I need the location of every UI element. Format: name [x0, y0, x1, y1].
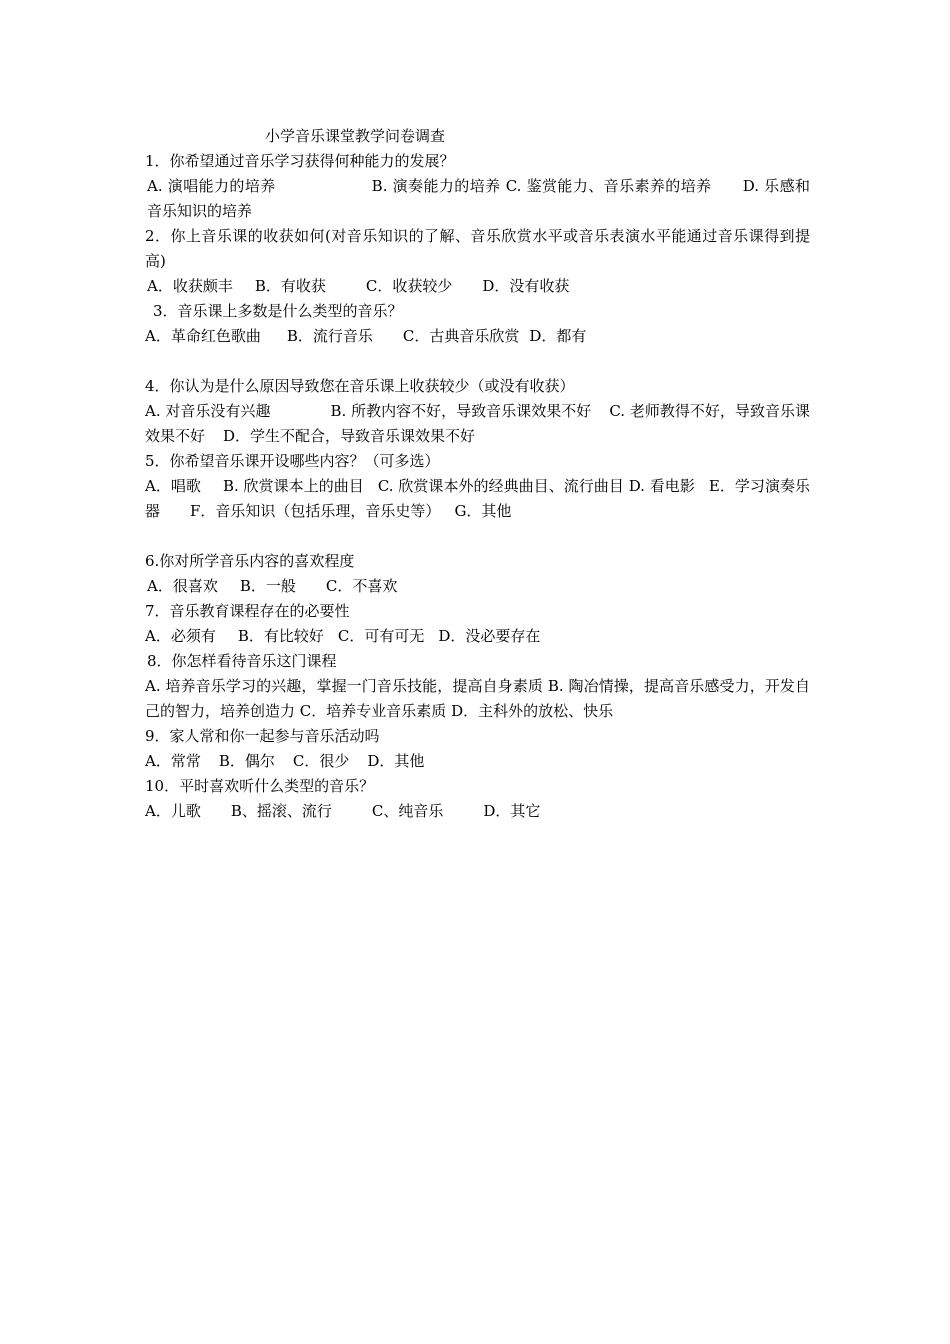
option-10b: B、摇滚、流行: [230, 802, 332, 820]
option-3a: A．革命红色歌曲: [145, 327, 261, 345]
options-7: [145, 624, 810, 649]
option-9d: D．其他: [367, 752, 425, 770]
question-10: 10．平时喜欢听什么类型的音乐？: [145, 777, 375, 795]
options-4: [145, 399, 810, 449]
option-2c: C．收获较少: [365, 277, 453, 295]
option-10d: D．其它: [483, 802, 541, 820]
option-2a: A．收获颇丰: [147, 277, 233, 295]
option-1a: A. 演唱能力的培养: [147, 177, 276, 195]
option-8a: A. 培养音乐学习的兴趣，掌握一门音乐技能，提高自身素质: [145, 677, 543, 695]
option-2b: B．有收获: [254, 277, 326, 295]
blank-line: [145, 524, 810, 549]
option-7b: B．有比较好: [237, 627, 324, 645]
option-3b: B．流行音乐: [286, 327, 373, 345]
question-9: 9．家人常和你一起参与音乐活动吗: [145, 727, 380, 745]
option-9b: B．偶尔: [218, 752, 275, 770]
option-8c: C．培养专业音乐素质: [299, 702, 447, 720]
question-5: 5．你希望音乐课开设哪些内容？（可多选）: [145, 452, 440, 470]
question-4: 4．你认为是什么原因导致您在音乐课上收获较少（或没有收获）: [145, 377, 575, 395]
option-10c: C、纯音乐: [371, 802, 444, 820]
option-9a: A．常常: [145, 752, 201, 770]
option-2d: D．没有收获: [482, 277, 570, 295]
option-1c: C. 鉴赏能力、音乐素养的培养: [505, 177, 712, 195]
option-5b: B. 欣赏课本上的曲目: [222, 477, 364, 495]
option-4b: B. 所教内容不好，导致音乐课效果不好: [330, 402, 592, 420]
option-4c: C. 老师教得不好，导致音乐课效果不好: [145, 402, 810, 445]
option-5c: C. 欣赏课本外的经典曲目、流行曲目: [377, 477, 624, 495]
question-2: 2．你上音乐课的收获如何(对音乐知识的了解、音乐欣赏水平或音乐表演水平能通过音乐课得到提高): [145, 227, 810, 270]
option-4d: D．学生不配合，导致音乐课效果不好: [223, 427, 476, 445]
page-title: 小学音乐课堂教学问卷调查: [265, 127, 446, 145]
option-9c: C．很少: [292, 752, 350, 770]
option-3c: C．古典音乐欣赏: [402, 327, 520, 345]
option-7d: D．没必要存在: [438, 627, 541, 645]
option-8b: B. 陶冶情操，提高音乐感受力，开发自己的智力，培养创造力: [145, 677, 810, 720]
option-6b: B．一般: [239, 577, 296, 595]
option-1b: B. 演奏能力的培养: [371, 177, 501, 195]
blank-line: [145, 349, 810, 374]
options-3: [145, 324, 810, 349]
question-6: 6.你对所学音乐内容的喜欢程度: [145, 552, 355, 570]
option-6a: A．很喜欢: [147, 577, 218, 595]
question-3: 3．音乐课上多数是什么类型的音乐？: [153, 302, 403, 320]
options-6: [145, 574, 810, 599]
option-5a: A．唱歌: [145, 477, 201, 495]
option-5d: D. 看电影: [628, 477, 695, 495]
question-1: 1．你希望通过音乐学习获得何种能力的发展？: [145, 152, 455, 170]
option-8d: D．主科外的放松、快乐: [451, 702, 614, 720]
question-8: 8．你怎样看待音乐这门课程: [147, 652, 337, 670]
option-1d: D. 乐感和音乐知识的培养: [147, 177, 810, 220]
option-4a: A. 对音乐没有兴趣: [145, 402, 271, 420]
options-1: [145, 174, 810, 224]
option-7a: A．必须有: [145, 627, 216, 645]
question-7: 7．音乐教育课程存在的必要性: [145, 602, 350, 620]
options-5: [145, 474, 810, 524]
options-10: [145, 799, 810, 824]
options-8: [145, 674, 810, 724]
document-page: [145, 124, 810, 824]
option-5f: F．音乐知识（包括乐理，音乐史等）: [190, 502, 441, 520]
options-9: [145, 749, 810, 774]
options-2: [145, 274, 810, 299]
option-5g: G．其他: [454, 502, 512, 520]
option-6c: C．不喜欢: [325, 577, 398, 595]
option-10a: A．儿歌: [145, 802, 201, 820]
option-7c: C．可有可无: [337, 627, 425, 645]
option-3d: D．都有: [529, 327, 587, 345]
option-5e: E．学习演奏乐器: [145, 477, 811, 520]
